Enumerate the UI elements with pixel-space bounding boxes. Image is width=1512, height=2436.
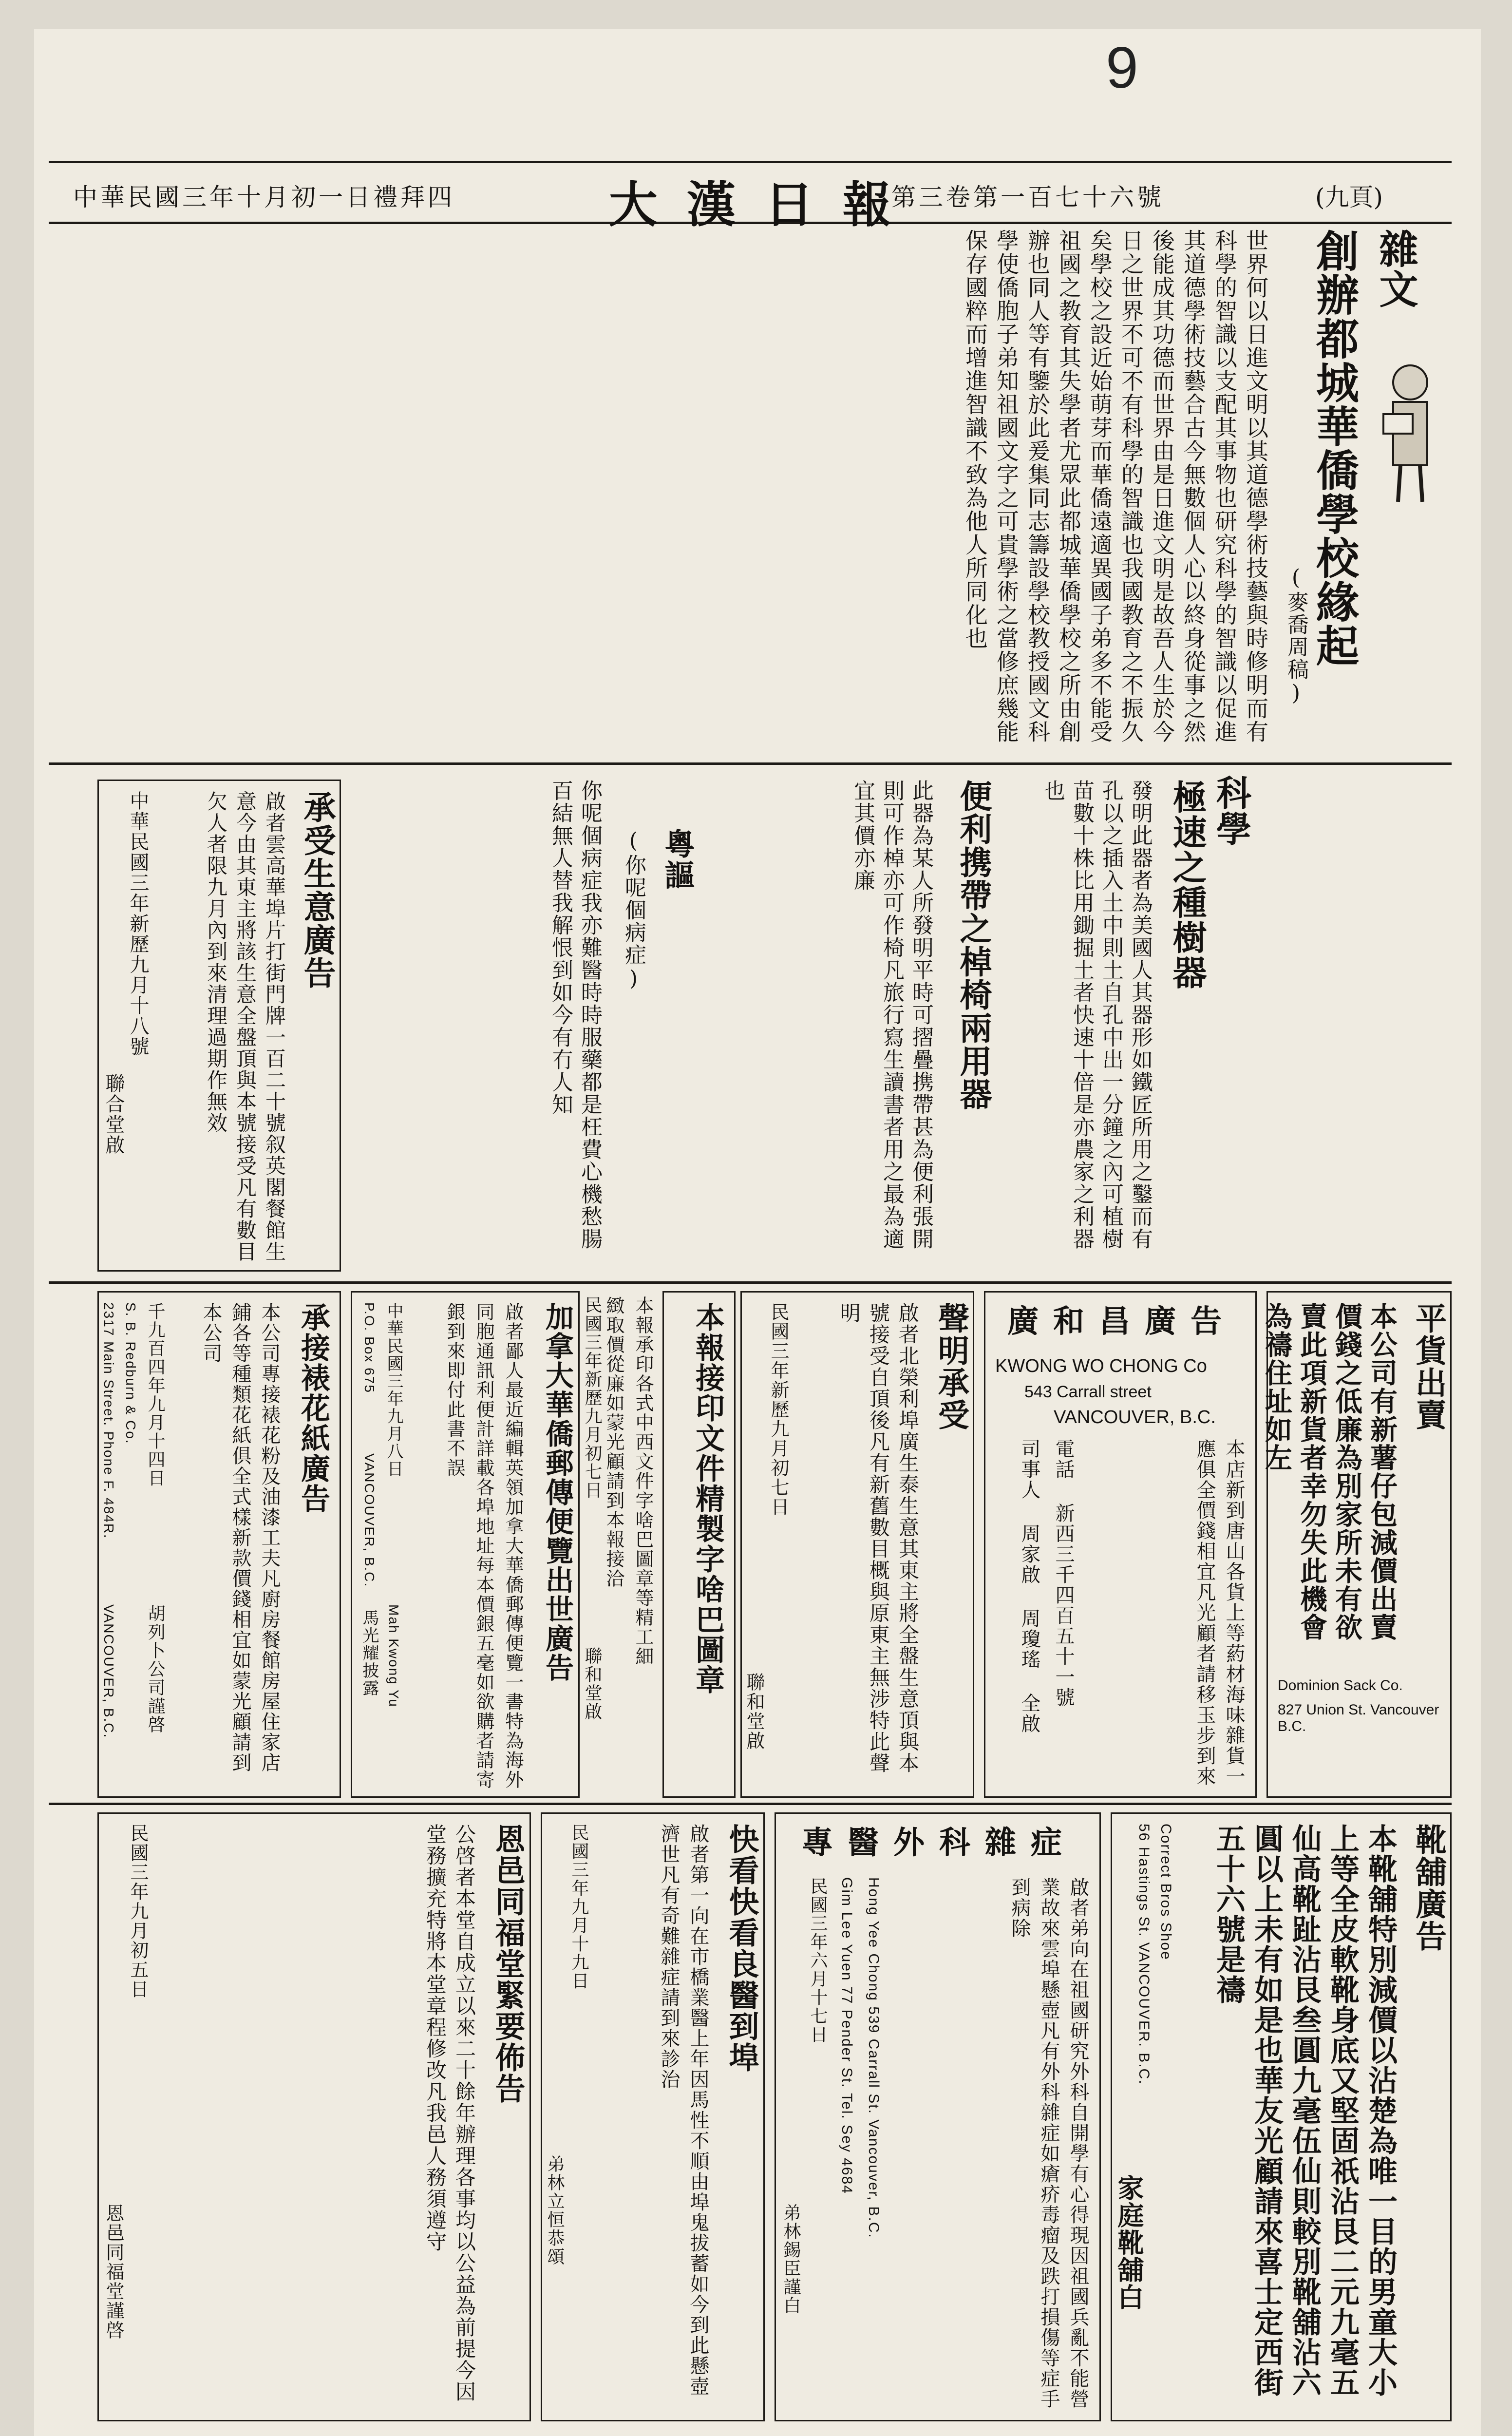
notice-declare-date: 民國三年新歷九月初七日 — [768, 1302, 789, 1517]
ad-guide-title: 加拿大華僑郵傳便覽出世廣告 — [541, 1302, 574, 1682]
ad-guide-box-number: P.O. Box 675 — [362, 1302, 377, 1393]
ad-flower-title: 承接裱花紙廣告 — [296, 1302, 330, 1514]
notice-enping-body: 公啓者本堂自成立以來二十餘年辦理各事均以公益為前提今因堂務擴充特將本堂章程修改凡我邑人務須遵守 — [423, 1824, 476, 2402]
notice-business-box — [97, 780, 341, 1272]
ad-printing-body: 本報承印各式中西文件字啥巴圖章等精工細緻取價從廉如蒙光顧請到本報接洽 — [603, 1296, 654, 1666]
notice-enping-date: 民國三年九月初五日 — [127, 1824, 149, 1999]
notice-declare-signer: 聯和堂啟 — [743, 1673, 765, 1751]
essay-section-label: 雜文 — [1373, 229, 1418, 309]
notice-declare-body: 啟者北榮利埠廣生泰生意其東主將全盤生意頂與本號接受自頂後凡有新舊數目概與原東主無涉特此聲明 — [837, 1302, 920, 1774]
masthead-edition: (九頁) — [1315, 183, 1383, 211]
ad-kwong-wo-phone: 電話 新西三千四百五十一號 — [1052, 1439, 1075, 1708]
ad-kwong-wo-title: 廣和昌廣告 — [1007, 1303, 1236, 1340]
ad-shoes-address: 56 Hastings St. VANCOUVER. B.C. — [1136, 1824, 1152, 2085]
notice-enping-box — [97, 1812, 531, 2421]
ad-guide-city: VANCOUVER, B.C. — [362, 1453, 377, 1588]
divider-lower-band — [49, 1803, 1452, 1805]
ad-good-doctor-box — [541, 1812, 765, 2421]
ad-guide-box — [351, 1291, 580, 1798]
ad-doctor-name-2: Gim Lee Yuen 77 Pender St. Tel. Sey 4684 — [839, 1877, 855, 2194]
ad-sale-box — [1261, 1291, 1452, 1798]
ad-doctor-signer: 弟林錫臣謹白 — [781, 2204, 801, 2315]
ad-good-doctor-date: 民國三年九月十九日 — [569, 1824, 589, 1990]
essay-body: 世界何以日進文明以其道德學術技藝與時修明而有科學的智識以支配其事物也研究科學的智識以促進其道德學術技藝合古今無數個人心以終身從事之然後能成其功德而世界由是日進文明是故吾人生於今日之世界不可不有科學的智識也我國教育之不振久矣學校之設近始萌芽而華僑遠適異國子弟多不能受祖國之教育其失學者尤眾此都城華僑學校之所由創辦也同人等有鑒於此爰集同志籌設學校教授國文科學使僑胞子弟知祖國文字之可貴學術之當修庶幾能保存國粹而增進智識不致為他人所同化也 — [962, 229, 1269, 743]
notice-enping-signer: 恩邑同福堂謹啓 — [103, 2204, 124, 2340]
ad-flower-body: 本公司專接裱花粉及油漆工夫凡廚房餐館房屋住家店鋪各等種類花紙俱全式樣新款價錢相宜如蒙光顧請到本公司 — [200, 1302, 281, 1773]
notice-business-signer: 聯合堂啟 — [102, 1073, 125, 1155]
ad-sale-company: Dominion Sack Co. — [1278, 1677, 1403, 1694]
ad-shoes-title: 靴舖廣告 — [1410, 1824, 1447, 1952]
ad-kwong-wo-name: KWONG WO CHONG Co — [995, 1356, 1207, 1376]
notice-business-date: 中華民國三年新歷九月十八號 — [127, 791, 149, 1057]
notice-declare-title: 聲明承受 — [933, 1302, 969, 1431]
essay-author: (麥喬周稿) — [1284, 565, 1308, 706]
notice-enping-title: 恩邑同福堂緊要佈告 — [490, 1824, 526, 2104]
notice-business-body: 啟者雲高華埠片打街門牌一百二十號叙英閣餐館生意今由其東主將該生意全盤頂與本號接受凡有數目欠人者限九月內到來清理過期作無效 — [204, 791, 286, 1262]
ad-shoes-box — [1111, 1812, 1452, 2421]
ad-good-doctor-body: 啟者第一向在市橋業醫上年因馬性不順由埠鬼拔蓄如今到此懸壺濟世凡有奇難雜症請到來診治 — [658, 1824, 709, 2397]
science-section-label: 科學 — [1210, 775, 1252, 847]
ad-guide-date: 中華民國三年九月八日 — [384, 1302, 403, 1478]
ad-printing-title: 本報接印文件精製字啥巴圖章 — [691, 1302, 725, 1695]
ad-kwong-wo-box — [984, 1291, 1257, 1798]
essay-title: 創辦都城華僑學校緣起 — [1309, 229, 1360, 667]
ad-doctor-body: 啟者弟向在祖國研究外科自開學有心得現因祖國兵亂不能營業故來雲埠懸壺凡有外科雜症如瘡疥毒瘤及跌打損傷等症手到病除 — [1008, 1877, 1089, 2409]
ad-flower-city: VANCOUVER, B.C. — [101, 1604, 116, 1739]
ad-flower-signer: 胡列卜公司謹啓 — [145, 1604, 165, 1734]
ad-shoes-company: Correct Bros Shoe — [1158, 1824, 1174, 1960]
masthead-volume: 第三卷第一百七十六號 — [891, 183, 1164, 211]
portable-table-title: 便利携帶之棹椅兩用器 — [954, 780, 992, 1111]
science-body: 發明此器者為美國人其器形如鐵匠所用之鑿而有孔以之插入土中則土自孔中出一分鐘之內可植樹苗數十株比用鋤掘土者快速十倍是亦農家之利器也 — [1040, 780, 1153, 1250]
ad-doctor-date: 民國三年六月十七日 — [808, 1877, 828, 2044]
ad-good-doctor-title: 快看快看良醫到埠 — [724, 1824, 759, 2073]
portable-table-body: 此器為某人所發明平時可摺疊携帶甚為便利張開則可作棹亦可作椅凡旅行寫生讀書者用之最為適宜其價亦廉 — [850, 780, 933, 1250]
notice-declare-box — [740, 1291, 974, 1798]
ad-kwong-wo-city: VANCOUVER, B.C. — [1054, 1407, 1216, 1427]
ad-kwong-wo-signers: 司事人 周家啟 周瓊瑤 全啟 — [1018, 1439, 1040, 1734]
ad-flower-date: 千九百四年九月十四日 — [145, 1302, 165, 1487]
ad-guide-name: Mah Kwong Yu — [386, 1604, 401, 1708]
masthead-title: 大漢日報 — [609, 176, 921, 233]
ad-guide-signer: 馬光耀披露 — [359, 1609, 379, 1697]
ad-good-doctor-signer: 弟林立恒恭頌 — [545, 2155, 565, 2266]
ballad-subtitle: (你呢個病症) — [621, 828, 646, 992]
ad-guide-body: 啟者鄙人最近編輯英領加拿大華僑郵傳便覽一書特為海外同胞通訊利便計詳載各埠地址每本價銀五毫如欲購者請寄銀到來即付此書不誤 — [444, 1302, 524, 1789]
ad-doctor-name-1: Hong Yee Chong 539 Carrall St. Vancouver, B.C. — [866, 1877, 882, 2239]
divider-middle-band — [49, 1281, 1452, 1284]
ad-printing-box — [662, 1291, 736, 1798]
ad-flower-company: S. B. Redburn & Co. — [123, 1302, 138, 1445]
masthead-date: 中華民國三年十月初一日禮拜四 — [73, 183, 455, 211]
ad-flower-address: 2317 Main Street. Phone F. 484R. — [101, 1302, 116, 1539]
ad-flower-box — [97, 1291, 341, 1798]
ballad-title: 粵謳 — [660, 828, 695, 891]
ad-doctor-title: 專醫外科雜症 — [802, 1825, 1077, 1861]
science-title: 極速之種樹器 — [1167, 780, 1208, 990]
ad-sale-title: 平貨出賣 — [1410, 1302, 1447, 1431]
ad-doctor-box — [775, 1812, 1101, 2421]
ad-shoes-body: 本靴舖特別減價以沾楚為唯一目的男童大小上等全皮軟靴身底又堅固祇沾艮二元九毫五仙高靴趾沾艮叁圓九毫伍仙則較別靴舖沾六圓以上未有如是也華友光顧請來喜士定西街五十六號是禱 — [1211, 1824, 1398, 2398]
ballad-body: 你呢個病症我亦難醫時時服藥都是枉費心機愁腸百結無人替我解恨到如今有冇人知 — [548, 780, 602, 1250]
reader-illustration — [1374, 361, 1447, 507]
ad-shoes-shop: 家庭靴舖白 — [1114, 2174, 1145, 2311]
notice-business-title: 承受生意廣告 — [298, 791, 336, 990]
page-number: 9 — [1106, 35, 1138, 100]
ad-sale-address: 827 Union St. Vancouver B.C. — [1278, 1702, 1439, 1734]
ad-printing-signer: 聯和堂啟 — [582, 1647, 602, 1721]
ad-sale-body: 本公司有新薯仔包減價出賣價錢之低廉為別家所未有欲賣此項新貨者幸勿失此機會為禱住址如左 — [1261, 1302, 1398, 1641]
ad-kwong-wo-street: 543 Carrall street — [1024, 1383, 1152, 1401]
ad-kwong-wo-body: 本店新到唐山各貨上等葯材海味雜貨一應俱全價錢相宜凡光顧者請移玉步到來 — [1193, 1439, 1245, 1787]
divider-top-band — [49, 762, 1452, 765]
ad-printing-date: 民國三年新歷九月初七日 — [582, 1296, 602, 1500]
